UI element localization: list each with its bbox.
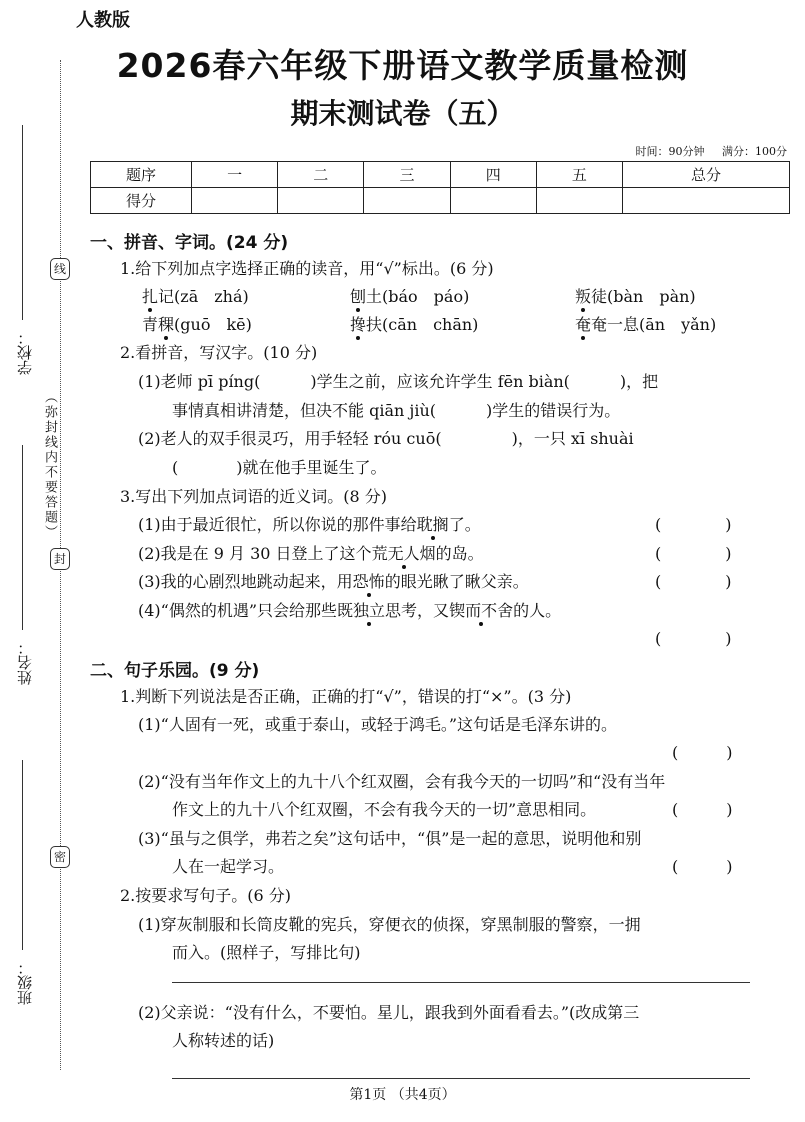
answer-paren[interactable]: ( )	[655, 629, 732, 648]
rewrite-item: 人称转述的话)	[172, 1031, 275, 1050]
score-table	[90, 161, 790, 214]
pinyin-item[interactable]: 搀扶(cān chān)	[350, 315, 479, 334]
synonym-item: (1)由于最近很忙，所以你说的那件事给耽搁了。	[138, 515, 481, 534]
judge-item: 作文上的九十八个红双圈，不会有我今天的一切”意思相同。	[172, 800, 597, 819]
name-field-line	[22, 445, 23, 630]
answer-line[interactable]	[172, 1078, 750, 1079]
synonym-item: (4)“偶然的机遇”只会给那些既独立思考，又锲而不舍的人。	[138, 601, 562, 620]
answer-paren[interactable]: ( )	[655, 544, 732, 563]
pinyin-item[interactable]: 刨土(báo páo)	[350, 287, 470, 306]
s1-q2-prompt: 2.看拼音，写汉字。(10 分)	[120, 343, 318, 362]
s1-q2-line: ( )就在他手里诞生了。	[172, 458, 387, 477]
class-field-line	[22, 760, 23, 950]
pinyin-item[interactable]: 奄奄一息(ān yǎn)	[575, 315, 717, 334]
s1-q1-prompt: 1.给下列加点字选择正确的读音，用“√”标出。(6 分)	[120, 259, 494, 278]
score-cell: 一	[192, 162, 278, 188]
score-table-header-row	[91, 162, 790, 188]
score-input-cell[interactable]	[192, 188, 278, 214]
s1-q3-prompt: 3.写出下列加点词语的近义词。(8 分)	[120, 487, 388, 506]
s2-q2-prompt: 2.按要求写句子。(6 分)	[120, 886, 292, 905]
score-cell: 二	[278, 162, 364, 188]
pinyin-item[interactable]: 青稞(guō kē)	[142, 315, 252, 334]
page-title: 2026春六年级下册语文教学质量检测	[116, 46, 689, 85]
score-cell: 得分	[91, 188, 192, 214]
score-input-cell[interactable]	[450, 188, 536, 214]
synonym-item: (2)我是在 9 月 30 日登上了这个荒无人烟的岛。	[138, 544, 484, 563]
judge-item: (1)“人固有一死，或重于泰山，或轻于鸿毛。”这句话是毛泽东讲的。	[138, 715, 618, 734]
score-cell: 题序	[91, 162, 192, 188]
score-input-cell[interactable]	[623, 188, 790, 214]
score-input-cell[interactable]	[278, 188, 364, 214]
answer-paren[interactable]: ( )	[672, 800, 733, 819]
exam-meta	[622, 143, 788, 159]
synonym-item: (3)我的心剧烈地跳动起来，用恐怖的眼光瞅了瞅父亲。	[138, 572, 529, 591]
school-label: 学校：	[16, 330, 34, 375]
seal-note-open: （	[42, 390, 57, 403]
score-cell: 三	[364, 162, 450, 188]
seal-note: 弥封线内不要答题	[42, 405, 57, 525]
section-2-title: 二、句子乐园。(9 分)	[90, 661, 260, 681]
answer-paren[interactable]: ( )	[655, 572, 732, 591]
answer-paren[interactable]: ( )	[655, 515, 732, 534]
seal-note-close: ）	[42, 525, 57, 538]
seal-mark-top: 线	[50, 258, 70, 280]
exam-full-score: 满分：100分	[722, 145, 787, 158]
s1-q2-line: (2)老人的双手很灵巧，用手轻轻 róu cuō( )，一只 xī shuài	[138, 429, 634, 448]
rewrite-item: (2)父亲说：“没有什么，不要怕。星儿，跟我到外面看看去。”(改成第三	[138, 1003, 640, 1022]
s1-q2-line: (1)老师 pī píng( )学生之前，应该允许学生 fēn biàn( )，把	[138, 372, 659, 391]
rewrite-item: 而入。(照样子，写排比句)	[172, 943, 361, 962]
section-1-title: 一、拼音、字词。(24 分)	[90, 233, 289, 253]
seal-mark-middle: 封	[50, 548, 70, 570]
score-input-cell[interactable]	[536, 188, 622, 214]
score-input-cell[interactable]	[364, 188, 450, 214]
answer-line[interactable]	[172, 982, 750, 983]
score-cell: 五	[536, 162, 622, 188]
answer-paren[interactable]: ( )	[672, 743, 733, 762]
s2-q1-prompt: 1.判断下列说法是否正确，正确的打“√”，错误的打“×”。(3 分)	[120, 687, 572, 706]
score-cell: 总分	[623, 162, 790, 188]
pinyin-item[interactable]: 扎记(zā zhá)	[142, 287, 249, 306]
s1-q2-line: 事情真相讲清楚，但决不能 qiān jiù( )学生的错误行为。	[172, 401, 621, 420]
edition-label: 人教版	[76, 10, 130, 31]
score-cell: 四	[450, 162, 536, 188]
judge-item: (2)“没有当年作文上的九十八个红双圈，会有我今天的一切吗”和“没有当年	[138, 772, 666, 791]
seal-mark-bottom: 密	[50, 846, 70, 868]
judge-item: (3)“虽与之俱学，弗若之矣”这句话中，“俱”是一起的意思，说明他和别	[138, 829, 642, 848]
page-number: 第1页 （共4页）	[349, 1087, 456, 1103]
name-label: 姓名：	[16, 640, 34, 685]
score-table-score-row	[91, 188, 790, 214]
exam-time: 时间：90分钟	[635, 145, 705, 158]
pinyin-item[interactable]: 叛徒(bàn pàn)	[575, 287, 696, 306]
school-field-line	[22, 125, 23, 320]
rewrite-item: (1)穿灰制服和长筒皮靴的宪兵，穿便衣的侦探，穿黑制服的警察，一拥	[138, 915, 641, 934]
page-subtitle: 期末测试卷（五）	[290, 97, 515, 130]
judge-item: 人在一起学习。	[172, 857, 285, 876]
class-label: 班级：	[16, 960, 34, 1005]
answer-paren[interactable]: ( )	[672, 857, 733, 876]
